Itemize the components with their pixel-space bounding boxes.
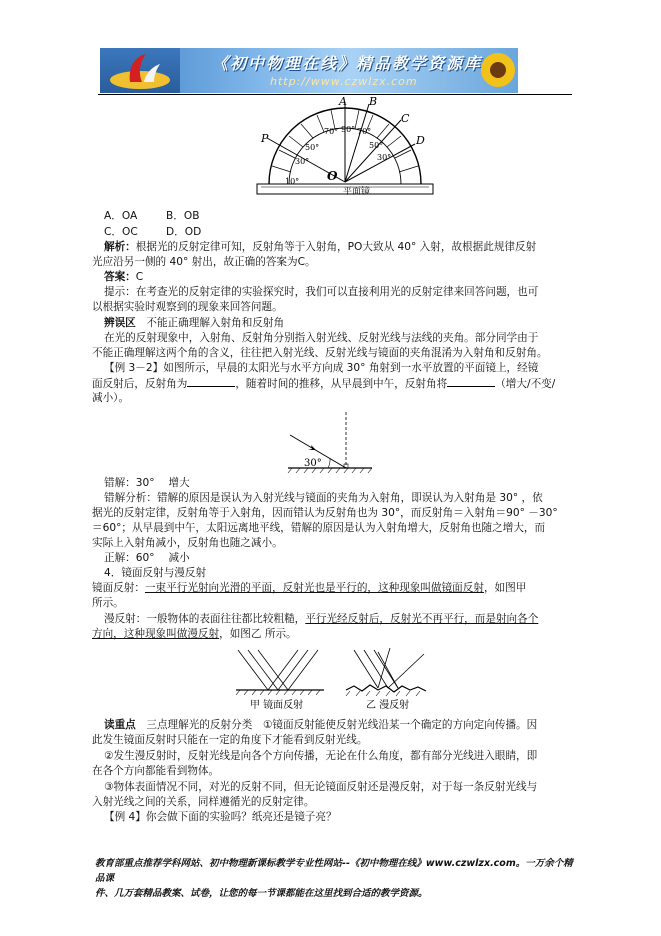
hint-line-1: 提示：在考查光的反射定律的实验探究时，我们可以直接利用光的反射定律来回答问题，也可 [104,286,539,298]
protractor-diagram [255,96,435,206]
confusion-heading: 辨误区 不能正确理解入射角和反射角 [104,317,285,329]
mirror-label: 平面镜 [343,187,371,197]
angle-label: 30° [377,153,392,162]
blank-field [447,376,495,387]
sunlight-mirror-diagram [280,408,380,474]
key-point-line-6: 入射光线之间的关系，同样遵循光的反射定律。 [92,796,315,808]
option-b: B．OB [166,210,200,222]
label-d: D [416,134,425,147]
key-point-line-2: 此发生镜面反射时只能在一定的角度下才能看到反射光线。 [92,734,368,746]
wrong-analysis-line-3: ＝60°；从早晨到中午，太阳远离地平线，错解的原因是认为入射角增大，反射角也随之增大，而 [92,522,546,534]
confusion-line-2: 不能正确理解这两个角的含义，往往把入射光线、反射光线与镜面的夹角混淆为入射角和反射角。 [92,347,548,359]
key-point-line-5: ③物体表面情况不同，对光的反射不同，但无论镜面反射还是漫反射，对于每一条反射光线与 [104,781,538,793]
label-a: A [339,96,347,108]
angle-label: 70° [324,127,339,136]
label-b: B [369,96,378,108]
caption-diffuse-reflection: 乙 漫反射 [366,700,410,711]
page-footer [95,856,575,901]
mirror-reflection-line-2: 所示。 [92,597,124,609]
mirror-reflection-line-1: 镜面反射：一束平行光射向光滑的平面，反射光也是平行的，这种现象叫做镜面反射，如图甲 [92,582,527,594]
angle-label: 90° [341,125,356,134]
angle-label: 50° [305,143,320,152]
logo-icon [100,48,180,93]
diffuse-reflection-line-2: 方向，这种现象叫做漫反射，如图乙 所示。 [92,628,297,640]
example-3-2-line-1: 【例 3－2】如图所示，早晨的太阳光与水平方向成 30° 角射到一水平放置的平面镜上，经镜 [104,362,539,374]
footer-line-2: 件、几万套精品教案、试卷，让您的每一节课都能在这里找到合适的教学资源。 [95,888,428,899]
angle-label: 50° [369,141,384,150]
confusion-line-1: 在光的反射现象中，入射角、反射角分别指入射光线、反射光线与法线的夹角。部分同学由于 [104,332,539,344]
analysis-line-2: 光应沿另一侧的 40° 射出，故正确的答案为C。 [92,256,316,268]
wrong-analysis-line-4: 实际上入射角减小，反射角也随之减小。 [92,537,283,549]
wrong-analysis-line-2: 据光的反射定律，反射角等于入射角，因而错认为反射角也为 30°，而反射角＝入射角＝90° －30° [92,507,558,519]
answer-line: 答案：C [104,271,144,283]
caption-mirror-reflection: 甲 镜面反射 [250,700,304,711]
analysis-line-1: 解析：根据光的反射定律可知，反射角等于入射角，PO大致从 40° 入射，故根据此规律反射 [104,241,537,253]
header-banner [100,48,518,93]
header-divider [98,94,572,95]
key-point-line-1: 读重点 三点理解光的反射分类 ①镜面反射能使反射光线沿某一个确定的方向定向传播。因 [104,719,538,731]
angle-label: 30° [295,157,310,166]
key-point-line-4: 在各个方向都能看到物体。 [92,765,220,777]
option-a: A．OA [104,210,138,222]
option-d: D．OD [166,226,202,238]
angle-30-label: 30° [304,458,322,469]
hint-line-2: 以根据实验时观察到的现象来回答问题。 [92,301,283,313]
footer-line-1: 教育部重点推荐学科网站、初中物理新课标教学专业性网站--《初中物理在线》www.czwlzx.com。一万余个精品课 [95,858,573,884]
logo [100,48,180,93]
label-c: C [401,112,410,125]
section-4-title: 4．镜面反射与漫反射 [104,567,207,579]
reflection-types-diagram [228,646,438,712]
angle-label: 70° [357,127,372,136]
angle-label: 10° [285,177,300,186]
site-title: 《初中物理在线》精品教学资源库 [212,54,483,73]
diffuse-reflection-line-1: 漫反射：一般物体的表面往往都比较粗糙，平行光经反射后，反射光不再平行，而是射向各个 [104,613,539,625]
correct-answer: 正解：60° 减小 [104,552,190,564]
site-url: http://www.czwlzx.com [270,75,418,88]
example-4: 【例 4】你会做下面的实验吗？纸亮还是镜子亮？ [104,811,337,823]
blank-field [187,376,235,387]
sunflower-icon [478,48,518,93]
example-3-2-line-2: 面反射后，反射角为 ，随着时间的推移，从早晨到中午，反射角将 （增大/不变/ [92,378,556,390]
wrong-answer: 错解：30° 增大 [104,477,190,489]
option-c: C．OC [104,226,138,238]
example-3-2-line-3: 减小）。 [92,392,130,404]
label-o: O [327,169,338,183]
wrong-analysis-line-1: 错解分析：错解的原因是误认为入射光线与镜面的夹角为入射角，即误认为入射角是 30° ，依 [104,492,543,504]
label-p: P [261,132,269,145]
key-point-line-3: ②发生漫反射时，反射光线是向各个方向传播，无论在什么角度，都有部分光线进入眼睛，即 [104,750,538,762]
